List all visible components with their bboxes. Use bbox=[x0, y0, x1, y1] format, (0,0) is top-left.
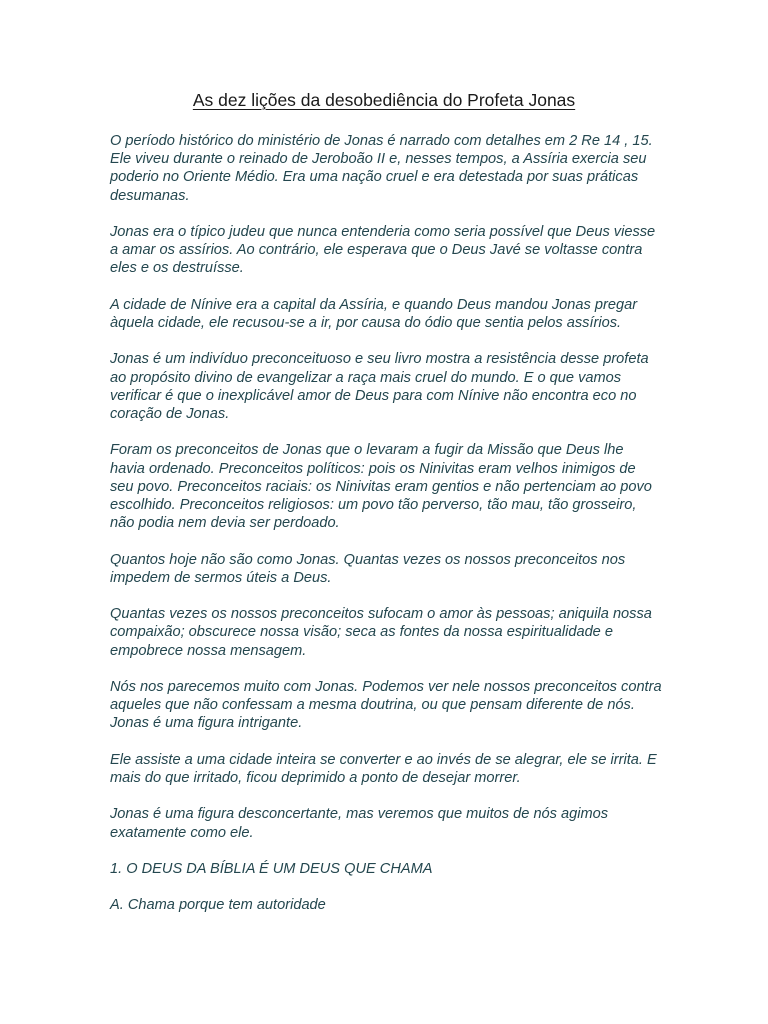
paragraph: Ele assiste a uma cidade inteira se converter e ao invés de se alegrar, ele se irrita. E mais do que irritado, ficou deprimido a ponto de desejar morrer. bbox=[110, 751, 657, 786]
section-heading: 1. O DEUS DA BÍBLIA É UM DEUS QUE CHAMA bbox=[110, 860, 433, 877]
paragraph: Quantas vezes os nossos preconceitos sufocam o amor às pessoas; aniquila nossa compaixão; obscurece nossa visão; seca as fontes da nossa espiritualidade e empobrece nossa mensagem. bbox=[110, 606, 652, 659]
paragraph: Quantos hoje não são como Jonas. Quantas vezes os nossos preconceitos nos impedem de sermos úteis a Deus. bbox=[110, 551, 626, 586]
document-body bbox=[110, 132, 662, 933]
subsection-heading: A. Chama porque tem autoridade bbox=[110, 897, 326, 914]
document-title: As dez lições da desobediência do Profeta Jonas bbox=[192, 90, 576, 110]
paragraph: Foram os preconceitos de Jonas que o levaram a fugir da Missão que Deus lhe havia ordenado. Preconceitos políticos: pois os Ninivitas eram velhos inimigos de seu povo. Preconceitos raciais: os Ninivitas eram gentios e não pertenciam ao povo escolhido. Preconceitos religiosos: um povo tão perverso, tão mau, tão grosseiro, não podia nem devia ser perdoado. bbox=[110, 442, 652, 532]
paragraph: Nós nos parecemos muito com Jonas. Podemos ver nele nossos preconceitos contra aqueles que não confessam a mesma doutrina, ou que pensam diferente de nós. Jonas é uma figura intrigante. bbox=[110, 678, 662, 732]
paragraph: A cidade de Nínive era a capital da Assíria, e quando Deus mandou Jonas pregar àquela cidade, ele recusou-se a ir, por causa do ódio que sentia pelos assírios. bbox=[110, 296, 638, 331]
paragraph: O período histórico do ministério de Jonas é narrado com detalhes em 2 Re 14 , 15. Ele viveu durante o reinado de Jeroboão II e, nesses tempos, a Assíria exercia seu poderio no Oriente Médio. Era uma nação cruel e era detestada por suas práticas desumanas. bbox=[110, 133, 653, 204]
paragraph: Jonas é uma figura desconcertante, mas veremos que muitos de nós agimos exatamente como ele. bbox=[110, 806, 609, 841]
paragraph: Jonas é um indivíduo preconceituoso e seu livro mostra a resistência desse profeta ao propósito divino de evangelizar a raça mais cruel do mundo. E o que vamos verificar é que o inexplicável amor de Deus para com Nínive não encontra eco no coração de Jonas. bbox=[110, 351, 649, 422]
paragraph: Jonas era o típico judeu que nunca entenderia como seria possível que Deus viesse a amar os assírios. Ao contrário, ele esperava que o Deus Javé se voltasse contra eles e os destruísse. bbox=[110, 224, 656, 277]
